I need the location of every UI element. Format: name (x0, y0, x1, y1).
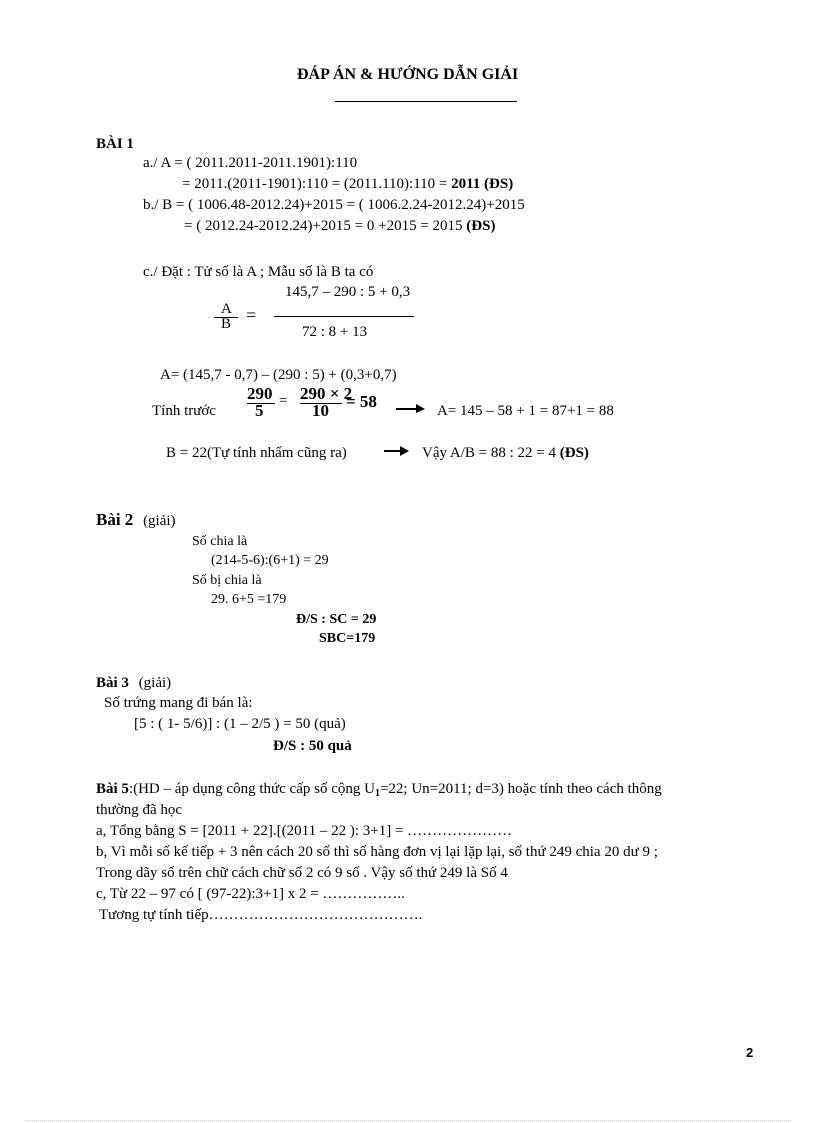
bai2-heading-row (96, 511, 176, 530)
bai5-intro-a: :(HD – áp dụng công thức cấp số cộng U (128, 781, 375, 797)
bai1-c-line1: c./ Đặt : Tử số là A ; Mẫu số là B ta có (143, 264, 374, 280)
bai1-c-f1-num: 290 (247, 384, 273, 403)
bai1-b-line2 (184, 217, 495, 235)
bai5-intro-line1 (96, 780, 662, 800)
bai5-b2: Trong dãy số trên chữ cách chữ số 2 có 9 số . Vậy số thứ 249 là Số 4 (96, 865, 508, 881)
bai1-b-result: (ĐS) (466, 218, 496, 234)
bai1-c-vay-text: Vậy A/B = 88 : 22 = 4 (422, 445, 557, 461)
bai3-line2: [5 : ( 1- 5/6)] : (1 – 2/5 ) = 50 (quả) (134, 716, 346, 732)
bai3-line1: Số trứng mang đi bán là: (104, 695, 253, 711)
bai1-c-f1-den: 5 (255, 401, 264, 420)
bai1-heading: BÀI 1 (96, 136, 134, 152)
bai5-b1: b, Vì mỗi số kế tiếp + 3 nên cách 20 số thì số hàng đơn vị lại lặp lại, số thứ 249 chia 20 dư 9 ; (96, 844, 658, 860)
bai2-line4: 29. 6+5 =179 (211, 592, 287, 607)
bai1-c-eq2: = (279, 393, 288, 409)
bai2-line1: Số chia là (192, 534, 248, 549)
bai1-c-eq3: = 58 (346, 392, 377, 411)
bai2-ans2: SBC=179 (319, 631, 376, 646)
bai1-c-B-text: B = 22(Tự tính nhẩm cũng ra) (166, 445, 347, 461)
bai5-a: a, Tổng bằng S = [2011 + 22].[(2011 – 22 ): 3+1] = ………………… (96, 823, 513, 839)
bai1-a-result: 2011 (ĐS) (451, 176, 514, 192)
arrow-right-icon (396, 403, 426, 413)
footer-divider (25, 1120, 791, 1121)
bai1-c-vay (422, 444, 589, 462)
bai1-c-eq: = (246, 305, 257, 325)
bai1-a-line2-text: = 2011.(2011-1901):110 = (2011.110):110 = (182, 176, 448, 192)
bai1-b-line2-text: = ( 2012.24-2012.24)+2015 = 0 +2015 = 2015 (184, 218, 463, 234)
bai1-a-line1: a./ A = ( 2011.2011-2011.1901):110 (143, 155, 358, 171)
bai5-c: c, Từ 22 – 97 có [ (97-22):3+1] x 2 = …………….. (96, 886, 405, 902)
page-number: 2 (746, 1045, 754, 1060)
bai2-line2: (214-5-6):(6+1) = 29 (211, 553, 329, 568)
bai3-ans: Đ/S : 50 quả (273, 738, 352, 754)
bai3-tag: (giải) (138, 675, 172, 691)
bai1-c-vay-ds: (ĐS) (559, 445, 589, 461)
bai1-c-fraction-bar (274, 316, 414, 317)
bai1-c-frac-B: B (221, 316, 232, 332)
bai5-intro-sub: 1 (374, 788, 380, 799)
bai5-intro-b: =22; Un=2011; d=3) hoặc tính theo cách thông (379, 781, 662, 797)
arrow-right-icon (384, 446, 410, 456)
bai1-c-f2-den: 10 (312, 401, 329, 420)
bai2-line3: Số bị chia là (192, 573, 262, 588)
bai3-heading-row (96, 674, 171, 692)
bai1-c-A-result: A= 145 – 58 + 1 = 87+1 = 88 (437, 403, 614, 419)
bai1-a-line2 (182, 175, 513, 193)
bai2-heading: Bài 2 (96, 510, 134, 529)
bai1-c-numerator: 145,7 – 290 : 5 + 0,3 (285, 284, 411, 300)
bai5-tuong-tu: Tương tự tính tiếp……………………………………. (99, 907, 423, 923)
bai3-heading: Bài 3 (96, 675, 129, 691)
bai5-heading: Bài 5 (96, 781, 129, 797)
bai5-intro-line2: thường đã học (96, 802, 183, 818)
page-title: ĐÁP ÁN & HƯỚNG DẪN GIẢI (297, 66, 519, 83)
bai1-c-denominator: 72 : 8 + 13 (302, 324, 368, 340)
bai1-c-A-expand: A= (145,7 - 0,7) – (290 : 5) + (0,3+0,7) (160, 367, 397, 383)
bai1-b-line1: b./ B = ( 1006.48-2012.24)+2015 = ( 1006.2.24-2012.24)+2015 (143, 197, 525, 213)
bai2-tag: (giải) (143, 513, 176, 529)
bai1-c-tinh-truoc: Tính trước (152, 403, 216, 419)
bai1-c-frac-A: A (221, 301, 232, 317)
bai2-ans1: Đ/S : SC = 29 (296, 612, 377, 627)
bai1-c-f2-num: 290 × 2 (300, 384, 353, 403)
title-underline (335, 101, 517, 102)
